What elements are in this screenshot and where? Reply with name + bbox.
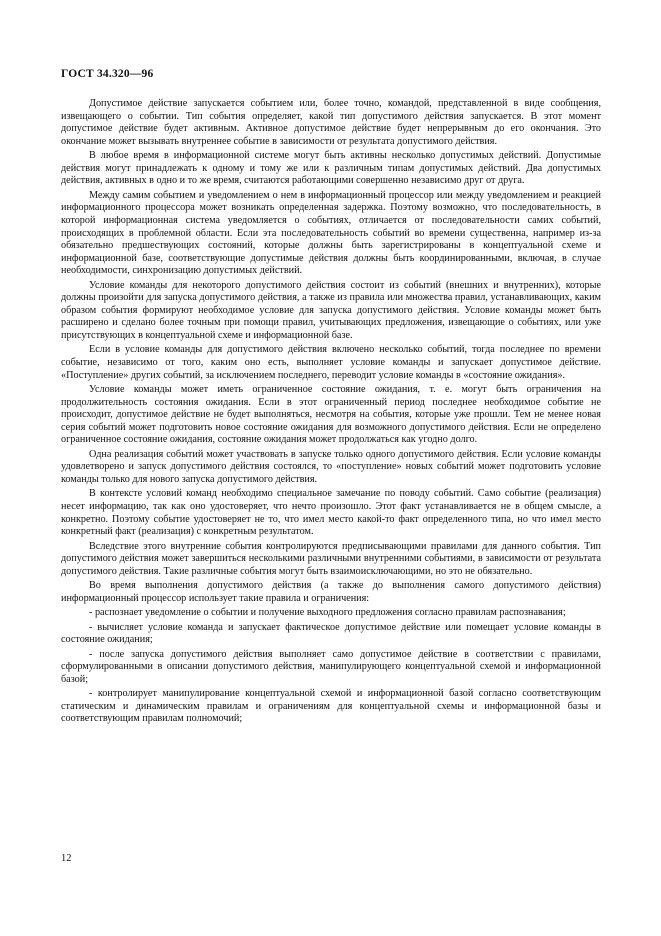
- paragraph: Допустимое действие запускается событием или, более точно, командой, представленной в виде сообщения, извещающего о событии. Тип события определяет, какой тип допустимого действия запускается. В этот момент допустимое действие будет активным. Активное допустимое действие будет непрерывным до его окончания. Это окончание может вызывать внутреннее событие в зависимости от результата допустимого действия.: [61, 98, 601, 147]
- body-text: [61, 98, 601, 728]
- list-item: - контролирует манипулирование концептуальной схемой и информационной базой согласно соответствующим статическим и динамическим правилам и ограничениям для концептуальной схемы и информационной базы и соответствующим правилам полномочий;: [61, 688, 601, 725]
- list-item: - вычисляет условие команда и запускает фактическое допустимое действие или помещает условие команды в состояние ожидания;: [61, 621, 601, 646]
- paragraph: Вследствие этого внутренние события контролируются предписывающими правилами для данного события. Тип допустимого действия может завершиться несколькими различными внутренними событиями, в зависимости от результата допустимого действия. Такие различные события могут быть взаимоисключающими, но это не обязательно.: [61, 540, 601, 577]
- list-item: - распознает уведомление о событии и получение выходного предложения согласно правилам распознавания;: [89, 607, 566, 619]
- paragraph: Условие команды для некоторого допустимого действия состоит из событий (внешних и внутренних), которые должны произойти для запуска допустимого действия, а также из правила или множества правил, устанавливающих, каким образом события формируют необходимое условие для запуска допустимого действия. Условие команды может быть расширено и сделано более точным при помощи правил, учитывающих предложения, извещающие о событиях, или уже присутствующих в концептуальной схеме и информационной базе.: [61, 279, 601, 342]
- paragraph: Одна реализация событий может участвовать в запуске только одного допустимого действия. Если условие команды удовлетворено и запуск допустимого действия состоялся, то «поступление» новых событий может подготовить условие команды только для нового запуска допустимого действия.: [61, 448, 601, 485]
- paragraph: Если в условие команды для допустимого действия включено несколько событий, тогда последнее по времени событие, независимо от того, каким оно есть, выполняет условие команды и запускает допустимое действие. «Поступление» других событий, за исключением последнего, переводит условие команды в «состояние ожидания».: [61, 344, 601, 381]
- paragraph: Между самим событием и уведомлением о нем в информационный процессор или между уведомлением и реакцией информационного процессора может возникать определенная задержка. Поэтому возможно, что последовательность, в которой информационная система уведомляется о событиях, отличается от последовательности самих событий, происходящих в проблемной области. Если эта последовательность событий во времени существенна, например из-за обязательно предшествующих состояний, которые должны быть зарегистрированы в концептуальной схеме и информационной базе, соответствующие допустимые действия должны быть координированными, включая, в случае необходимости, синхронизацию допустимых действий.: [61, 189, 601, 277]
- paragraph: В контексте условий команд необходимо специальное замечание по поводу событий. Само событие (реализация) несет информацию, так как оно удостоверяет, что нечто произошло. Этот факт устанавливается не в общем смысле, а конкретно. Поэтому событие удостоверяет не то, что имел место какой-то факт определенного типа, но что имел место конкретный факт (реализация) с конкретным результатом.: [61, 488, 601, 538]
- paragraph: Условие команды может иметь ограниченное состояние ожидания, т. е. могут быть ограничения на продолжительность состояния ожидания. Если в этот ограниченный период последнее необходимое событие не происходит, допустимое действие не будет выполняться, несмотря на события, которые уже прошли. Тем не менее новая серия событий может подготовить новое состояние ожидания для возможного допустимого действия. Если не определено ограниченное состояние ожидания, состояние ожидания может продолжаться как угодно долго.: [61, 384, 601, 446]
- page-number: 12: [61, 853, 72, 864]
- list-item: - после запуска допустимого действия выполняет само допустимое действие в соответствии с правилами, сформулированными в описании допустимого действия, манипулирующего концептуальной схемой и информационной базой;: [61, 648, 601, 685]
- paragraph: Во время выполнения допустимого действия (а также до выполнения самого допустимого действия) информационный процессор использует такие правила и ограничения:: [61, 580, 601, 604]
- standard-header: ГОСТ 34.320—96: [61, 68, 154, 80]
- paragraph: В любое время в информационной системе могут быть активны несколько допустимых действий. Допустимые действия могут принадлежать к одному и тому же или к различным типам допустимых действий. Два допустимых действия, активных в одно и то же время, считаются работающими совершенно независимо друг от друга.: [61, 150, 601, 187]
